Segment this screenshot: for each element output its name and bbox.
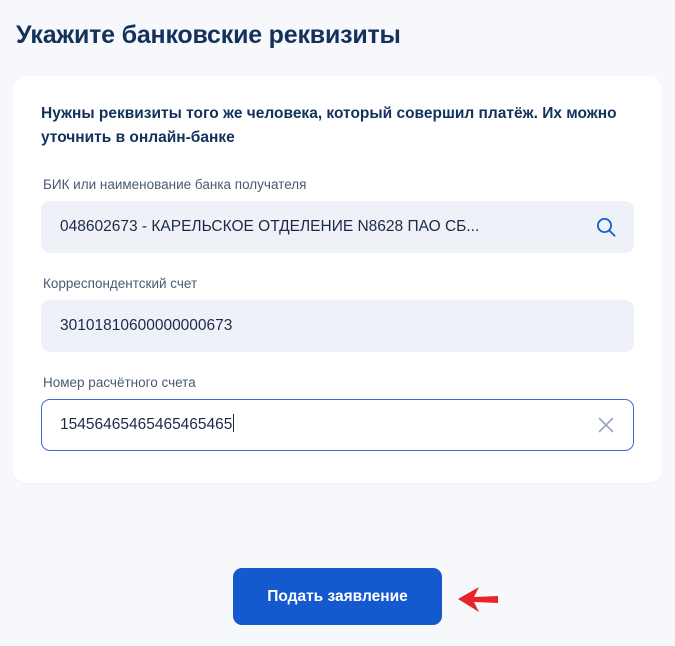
submit-row <box>0 568 675 625</box>
settlement-account-input[interactable] <box>41 399 634 451</box>
field-correspondent-account-label: Корреспондентский счет <box>43 276 198 291</box>
correspondent-account-input[interactable] <box>41 300 634 352</box>
field-correspondent-account <box>41 275 634 352</box>
clear-icon[interactable] <box>593 412 619 438</box>
correspondent-account-input-value[interactable]: 30101810600000000673 <box>60 317 233 334</box>
settlement-account-input-value[interactable]: 15456465465465465465 <box>42 399 633 451</box>
field-settlement-account <box>41 374 634 451</box>
pointer-arrow-annotation <box>455 582 501 616</box>
field-bik <box>41 176 634 253</box>
submit-application-button[interactable]: Подать заявление <box>233 568 442 625</box>
card-lead-text: Нужны реквизиты того же человека, который совершил платёж. Их можно уточнить в онлайн-банке <box>41 105 617 146</box>
field-bik-label: БИК или наименование банка получателя <box>43 177 307 192</box>
page-title: Укажите банковские реквизиты <box>16 21 401 49</box>
field-settlement-account-label: Номер расчётного счета <box>43 375 196 390</box>
bik-input[interactable] <box>41 201 634 253</box>
bank-details-card <box>13 76 662 483</box>
bik-input-value[interactable]: 048602673 - КАРЕЛЬСКОЕ ОТДЕЛЕНИЕ N8628 ПАО СБ... <box>60 218 480 235</box>
search-icon[interactable] <box>593 214 619 240</box>
